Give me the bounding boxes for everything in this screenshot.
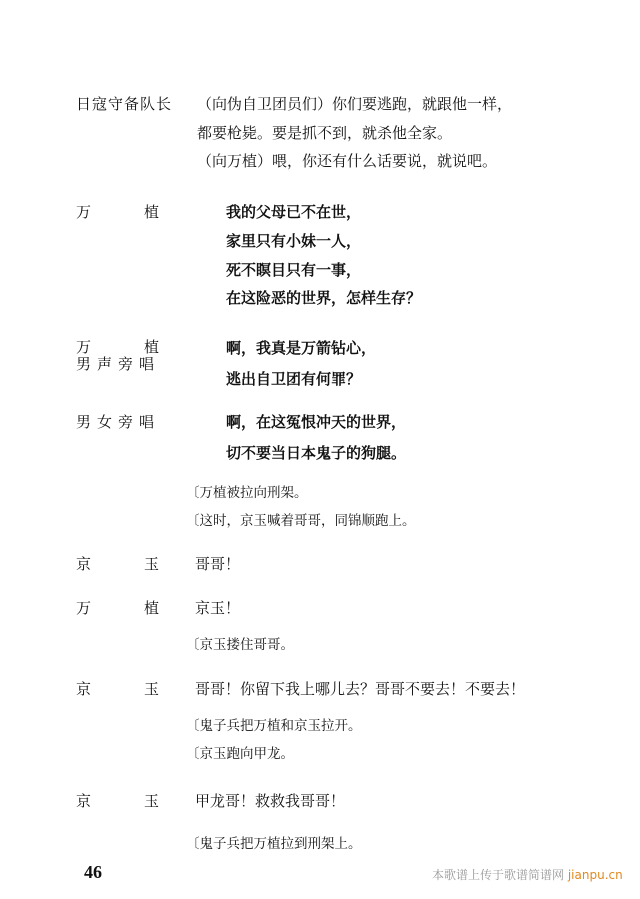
stage-direction: 〔京玉跑向甲龙。 xyxy=(186,746,294,762)
speaker-label: 京 xyxy=(76,792,92,810)
stage-direction: 〔万植被拉向刑架。 xyxy=(186,485,308,501)
speaker-label: 植 xyxy=(144,599,160,617)
dialogue-line: 京玉！ xyxy=(195,599,241,617)
speaker-label: 植 xyxy=(144,203,160,221)
speaker-label: 京 xyxy=(76,680,92,698)
speaker-label: 植 xyxy=(144,338,160,356)
speaker-label: 男女旁唱 xyxy=(76,413,161,431)
dialogue-line: 都要枪毙。要是抓不到，就杀他全家。 xyxy=(197,124,453,142)
watermark-domain: jianpu.cn xyxy=(567,868,623,882)
page-number: 46 xyxy=(84,862,102,882)
speaker-label: 万 xyxy=(76,599,92,617)
speaker-label: 日寇守备队长 xyxy=(76,95,173,113)
watermark-text: 本歌谱上传于歌谱简谱网 xyxy=(432,868,565,882)
watermark xyxy=(432,866,623,883)
speaker-label: 玉 xyxy=(144,792,160,810)
dialogue-line: 哥哥！ xyxy=(195,555,241,573)
speaker-label: 玉 xyxy=(144,680,160,698)
speaker-label: 玉 xyxy=(144,555,160,573)
dialogue-line: 甲龙哥！救救我哥哥！ xyxy=(195,792,346,810)
dialogue-line: （向伪自卫团员们）你们要逃跑，就跟他一样， xyxy=(197,95,513,113)
stage-direction: 〔鬼子兵把万植拉到刑架上。 xyxy=(186,836,362,852)
lyric-line: 我的父母已不在世， xyxy=(226,203,362,221)
dialogue-line: 哥哥！你留下我上哪儿去？哥哥不要去！不要去！ xyxy=(195,680,526,698)
lyric-line: 啊，我真是万箭钻心， xyxy=(226,339,377,357)
speaker-label: 万 xyxy=(76,203,92,221)
lyric-line: 逃出自卫团有何罪？ xyxy=(226,370,362,388)
lyric-line: 在这险恶的世界，怎样生存？ xyxy=(226,289,422,307)
dialogue-line: （向万植）喂，你还有什么话要说，就说吧。 xyxy=(197,152,498,170)
lyric-line: 啊，在这冤恨冲天的世界， xyxy=(226,413,407,431)
lyric-line: 家里只有小妹一人， xyxy=(226,232,362,250)
speaker-label: 万 xyxy=(76,338,92,356)
stage-direction: 〔这时，京玉喊着哥哥，同锦顺跑上。 xyxy=(186,513,416,529)
speaker-label: 男声旁唱 xyxy=(76,355,161,373)
speaker-label: 京 xyxy=(76,555,92,573)
stage-direction: 〔鬼子兵把万植和京玉拉开。 xyxy=(186,718,362,734)
lyric-line: 死不瞑目只有一事， xyxy=(226,261,362,279)
lyric-line: 切不要当日本鬼子的狗腿。 xyxy=(226,444,407,462)
stage-direction: 〔京玉搂住哥哥。 xyxy=(186,637,294,653)
